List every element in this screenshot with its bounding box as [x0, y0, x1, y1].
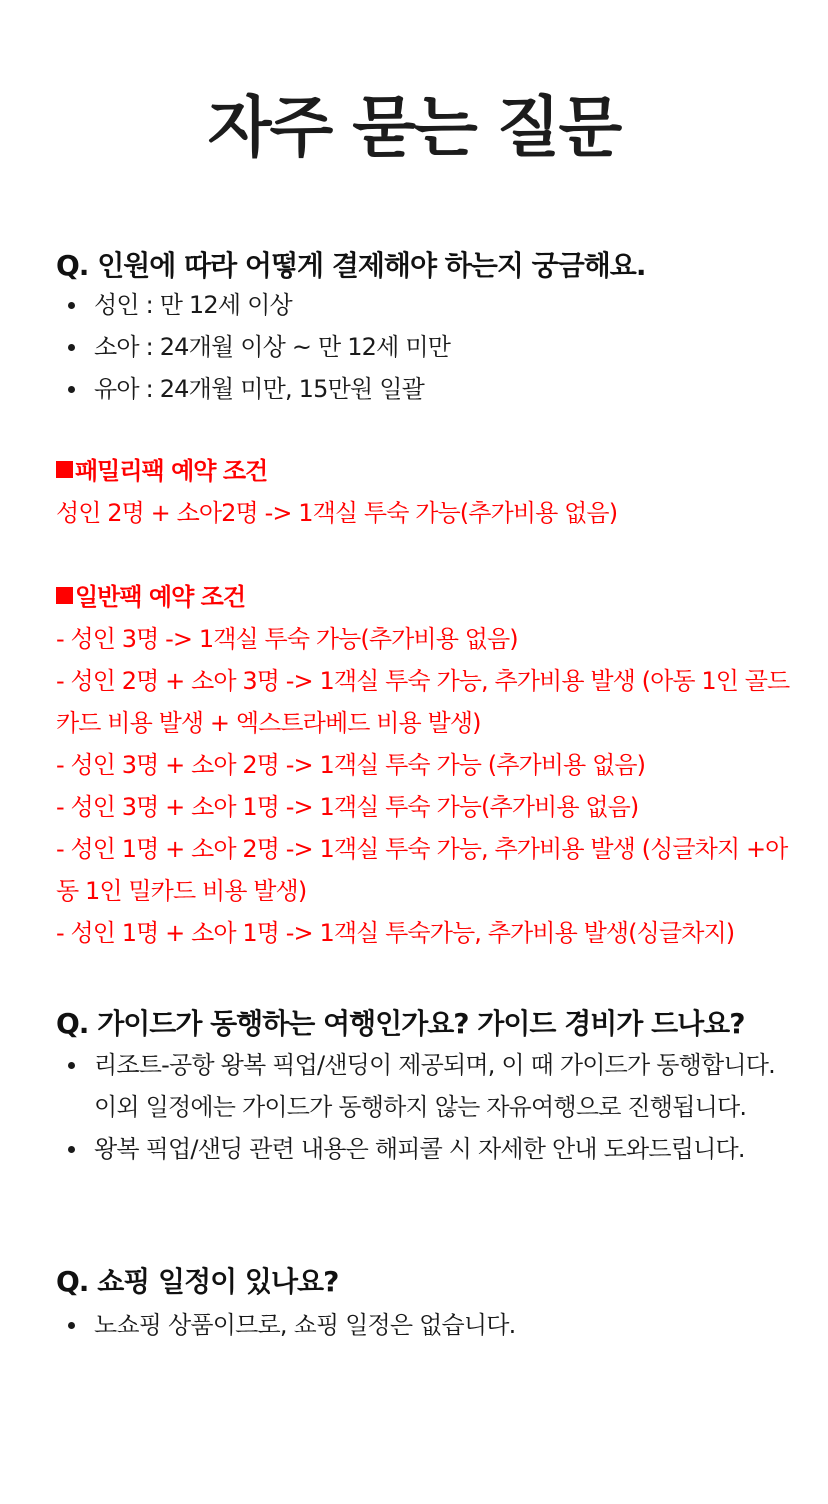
- family-pack-line: 성인 2명 + 소아2명 -> 1객실 투숙 가능(추가비용 없음): [56, 499, 618, 527]
- faq-answer-list-shopping: [0, 1304, 828, 1346]
- bullet-dot-icon: [68, 302, 75, 309]
- general-pack-line: - 성인 1명 + 소아 2명 -> 1객실 투숙 가능, 추가비용 발생 (싱글차지 +아동 1인 밀카드 비용 발생): [56, 835, 788, 905]
- list-item-text: 성인 : 만 12세 이상: [94, 291, 292, 319]
- general-pack-conditions: [56, 576, 796, 954]
- square-bullet-icon: [56, 587, 73, 604]
- list-item: [0, 1304, 828, 1346]
- family-pack-heading: 패밀리팩 예약 조건: [56, 450, 796, 492]
- list-item-text: 유아 : 24개월 미만, 15만원 일괄: [94, 375, 424, 403]
- general-pack-heading: 일반팩 예약 조건: [56, 576, 796, 618]
- general-pack-line: - 성인 3명 + 소아 1명 -> 1객실 투숙 가능(추가비용 없음): [56, 793, 639, 821]
- general-pack-line: - 성인 2명 + 소아 3명 -> 1객실 투숙 가능, 추가비용 발생 (아동 1인 골드카드 비용 발생 + 엑스트라베드 비용 발생): [56, 667, 790, 737]
- family-pack-conditions: [56, 450, 796, 534]
- faq-question-guide: Q. 가이드가 동행하는 여행인가요? 가이드 경비가 드나요?: [56, 1007, 745, 1040]
- list-item-text: 소아 : 24개월 이상 ~ 만 12세 미만: [94, 333, 451, 361]
- general-pack-line: - 성인 1명 + 소아 1명 -> 1객실 투숙가능, 추가비용 발생(싱글차지): [56, 919, 735, 947]
- bullet-dot-icon: [68, 1146, 75, 1153]
- faq-answer-list-guide: [0, 1044, 828, 1170]
- list-item: [0, 1044, 828, 1128]
- bullet-dot-icon: [68, 1062, 75, 1069]
- bullet-dot-icon: [68, 386, 75, 393]
- list-item: [0, 326, 828, 368]
- general-pack-line: - 성인 3명 -> 1객실 투숙 가능(추가비용 없음): [56, 625, 518, 653]
- general-pack-line: - 성인 3명 + 소아 2명 -> 1객실 투숙 가능 (추가비용 없음): [56, 751, 646, 779]
- bullet-dot-icon: [68, 1322, 75, 1329]
- faq-answer-list-payment: [0, 284, 828, 410]
- list-item: [0, 1128, 828, 1170]
- list-item-text: 리조트-공항 왕복 픽업/샌딩이 제공되며, 이 때 가이드가 동행합니다. 이외 일정에는 가이드가 동행하지 않는 자유여행으로 진행됩니다.: [94, 1051, 775, 1121]
- list-item: [0, 284, 828, 326]
- square-bullet-icon: [56, 461, 73, 478]
- list-item-text: 노쇼핑 상품이므로, 쇼핑 일정은 없습니다.: [94, 1311, 516, 1339]
- page-title: 자주 묻는 질문: [207, 89, 621, 166]
- faq-question-payment: Q. 인원에 따라 어떻게 결제해야 하는지 궁금해요.: [56, 249, 646, 282]
- list-item-text: 왕복 픽업/샌딩 관련 내용은 해피콜 시 자세한 안내 도와드립니다.: [94, 1135, 745, 1163]
- faq-question-shopping: Q. 쇼핑 일정이 있나요?: [56, 1265, 339, 1298]
- list-item: [0, 368, 828, 410]
- bullet-dot-icon: [68, 344, 75, 351]
